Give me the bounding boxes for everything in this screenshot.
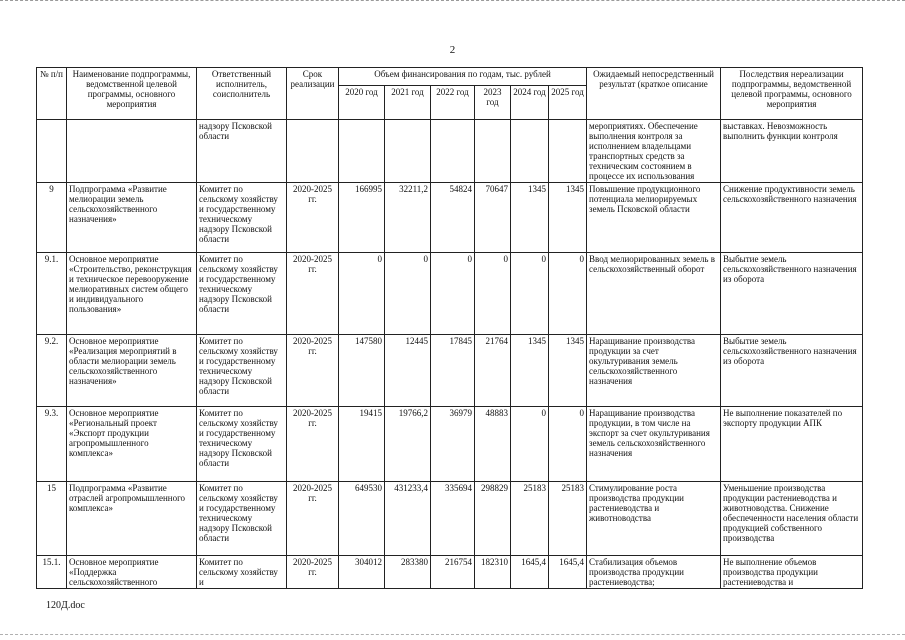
program-table [36, 67, 863, 589]
row-name: Основное мероприятие «Строительство, реконструкция и техническое перевооружение мелиоративных систем общего и индивидуального пользования» [67, 253, 197, 335]
table-row [37, 482, 863, 556]
row-value-2022 [431, 120, 475, 183]
header-name: Наименование подпрограммы, ведомственной целевой программы, основного мероприятия [67, 68, 197, 120]
row-executor: Комитет по сельскому хозяйству и государственному техническому надзору Псковской области [197, 335, 287, 407]
row-value-2023: 0 [475, 253, 511, 335]
table-row [37, 183, 863, 253]
document-filename: 120Д.doc [46, 600, 85, 611]
row-value-2020: 166995 [339, 183, 385, 253]
row-term: 2020-2025 гг. [287, 482, 339, 556]
row-num: 15 [37, 482, 67, 556]
row-name: Подпрограмма «Развитие мелиорации земель сельскохозяйственного назначения» [67, 183, 197, 253]
header-year: 2022 год [431, 86, 475, 120]
header-year: 2023 год [475, 86, 511, 120]
row-num: 9 [37, 183, 67, 253]
row-term: 2020-2025 гг. [287, 183, 339, 253]
row-value-2021: 19766,2 [385, 407, 431, 482]
row-result: мероприятиях. Обеспечение выполнения контроля за исполнением владельцами транспортных средств за техническим состоянием в процессе их использования [587, 120, 721, 183]
row-value-2021: 431233,4 [385, 482, 431, 556]
row-value-2025: 1345 [549, 335, 587, 407]
row-name: Основное мероприятие «Реализация мероприятий в области мелиорации земель сельскохозяйственного назначения» [67, 335, 197, 407]
header-row [37, 68, 863, 86]
header-year: 2025 год [549, 86, 587, 120]
row-value-2024: 1645,4 [511, 556, 549, 589]
row-term: 2020-2025 гг. [287, 556, 339, 589]
row-value-2025: 1345 [549, 183, 587, 253]
row-executor: Комитет по сельскому хозяйству и государственному техническому надзору Псковской области [197, 183, 287, 253]
table-row [37, 253, 863, 335]
row-consequence: Выбытие земель сельскохозяйственного назначения из оборота [721, 335, 863, 407]
header-year: 2020 год [339, 86, 385, 120]
row-value-2022: 54824 [431, 183, 475, 253]
row-result: Стабилизация объемов производства продукции растениеводства; [587, 556, 721, 589]
scan-bottom-edge [0, 634, 905, 637]
row-consequence: Уменьшение производства продукции растениеводства и животноводства. Снижение обеспеченности населения области продукцией собственного производства [721, 482, 863, 556]
row-value-2024: 1345 [511, 335, 549, 407]
row-value-2022: 36979 [431, 407, 475, 482]
row-executor: Комитет по сельскому хозяйству и государственному техническому надзору Псковской области [197, 482, 287, 556]
row-num: 15.1. [37, 556, 67, 589]
row-num: 9.3. [37, 407, 67, 482]
row-value-2021: 32211,2 [385, 183, 431, 253]
row-num: 9.1. [37, 253, 67, 335]
row-value-2025 [549, 120, 587, 183]
table-row [37, 407, 863, 482]
row-consequence: Снижение продуктивности земель сельскохозяйственного назначения [721, 183, 863, 253]
row-executor: Комитет по сельскому хозяйству и [197, 556, 287, 589]
header-consequence: Последствия нереализации подпрограммы, ведомственной целевой программы, основного мероприятия [721, 68, 863, 120]
row-value-2023: 48883 [475, 407, 511, 482]
row-consequence: Не выполнение объемов производства продукции растениеводства и [721, 556, 863, 589]
row-name: Основное мероприятие «Поддержка сельскохозяйственного [67, 556, 197, 589]
row-result: Ввод мелиорированных земель в сельскохозяйственный оборот [587, 253, 721, 335]
row-value-2020: 19415 [339, 407, 385, 482]
row-value-2020 [339, 120, 385, 183]
row-name: Основное мероприятие «Региональный проект «Экспорт продукции агропромышленного комплекса» [67, 407, 197, 482]
row-value-2025: 0 [549, 407, 587, 482]
row-value-2024 [511, 120, 549, 183]
row-name: Подпрограмма «Развитие отраслей агропромышленного комплекса» [67, 482, 197, 556]
row-consequence: выставках. Невозможность выполнить функции контроля [721, 120, 863, 183]
page-number: 2 [449, 44, 456, 56]
row-value-2025: 25183 [549, 482, 587, 556]
row-value-2024: 0 [511, 407, 549, 482]
row-value-2024: 0 [511, 253, 549, 335]
row-value-2020: 147580 [339, 335, 385, 407]
row-result: Наращивание производства продукции, в том числе на экспорт за счет окультуривания земель сельскохозяйственного назначения [587, 407, 721, 482]
row-value-2020: 304012 [339, 556, 385, 589]
header-funding: Объем финансирования по годам, тыс. рублей [339, 68, 587, 86]
row-num: 9.2. [37, 335, 67, 407]
table-row [37, 335, 863, 407]
header-year: 2021 год [385, 86, 431, 120]
header-result: Ожидаемый непосредственный результат (краткое описание [587, 68, 721, 120]
scan-top-edge [0, 0, 905, 3]
row-term: 2020-2025 гг. [287, 407, 339, 482]
row-value-2025: 1645,4 [549, 556, 587, 589]
row-value-2023: 182310 [475, 556, 511, 589]
header-year: 2024 год [511, 86, 549, 120]
row-value-2023 [475, 120, 511, 183]
row-value-2022: 17845 [431, 335, 475, 407]
row-result: Повышение продукционного потенциала мелиорируемых земель Псковской области [587, 183, 721, 253]
row-value-2020: 649530 [339, 482, 385, 556]
row-term: 2020-2025 гг. [287, 253, 339, 335]
row-result: Наращивание производства продукции за счет окультуривания земель сельскохозяйственного назначения [587, 335, 721, 407]
row-consequence: Выбытие земель сельскохозяйственного назначения из оборота [721, 253, 863, 335]
header-executor: Ответственный исполнитель, соисполнитель [197, 68, 287, 120]
row-num [37, 120, 67, 183]
row-term: 2020-2025 гг. [287, 335, 339, 407]
row-value-2020: 0 [339, 253, 385, 335]
row-value-2021: 12445 [385, 335, 431, 407]
row-consequence: Не выполнение показателей по экспорту продукции АПК [721, 407, 863, 482]
header-num: № п/п [37, 68, 67, 120]
row-name [67, 120, 197, 183]
row-executor: Комитет по сельскому хозяйству и государственному техническому надзору Псковской области [197, 407, 287, 482]
row-value-2022: 335694 [431, 482, 475, 556]
row-result: Стимулирование роста производства продукции растениеводства и животноводства [587, 482, 721, 556]
row-executor: Комитет по сельскому хозяйству и государственному техническому надзору Псковской области [197, 253, 287, 335]
row-value-2023: 298829 [475, 482, 511, 556]
row-value-2021 [385, 120, 431, 183]
row-value-2023: 21764 [475, 335, 511, 407]
row-value-2023: 70647 [475, 183, 511, 253]
row-value-2021: 0 [385, 253, 431, 335]
table-row [37, 556, 863, 589]
row-value-2024: 25183 [511, 482, 549, 556]
header-term: Срок реализации [287, 68, 339, 120]
row-term [287, 120, 339, 183]
row-value-2022: 216754 [431, 556, 475, 589]
table-row [37, 120, 863, 183]
row-value-2024: 1345 [511, 183, 549, 253]
row-value-2022: 0 [431, 253, 475, 335]
row-value-2025: 0 [549, 253, 587, 335]
row-value-2021: 283380 [385, 556, 431, 589]
row-executor: надзору Псковской области [197, 120, 287, 183]
